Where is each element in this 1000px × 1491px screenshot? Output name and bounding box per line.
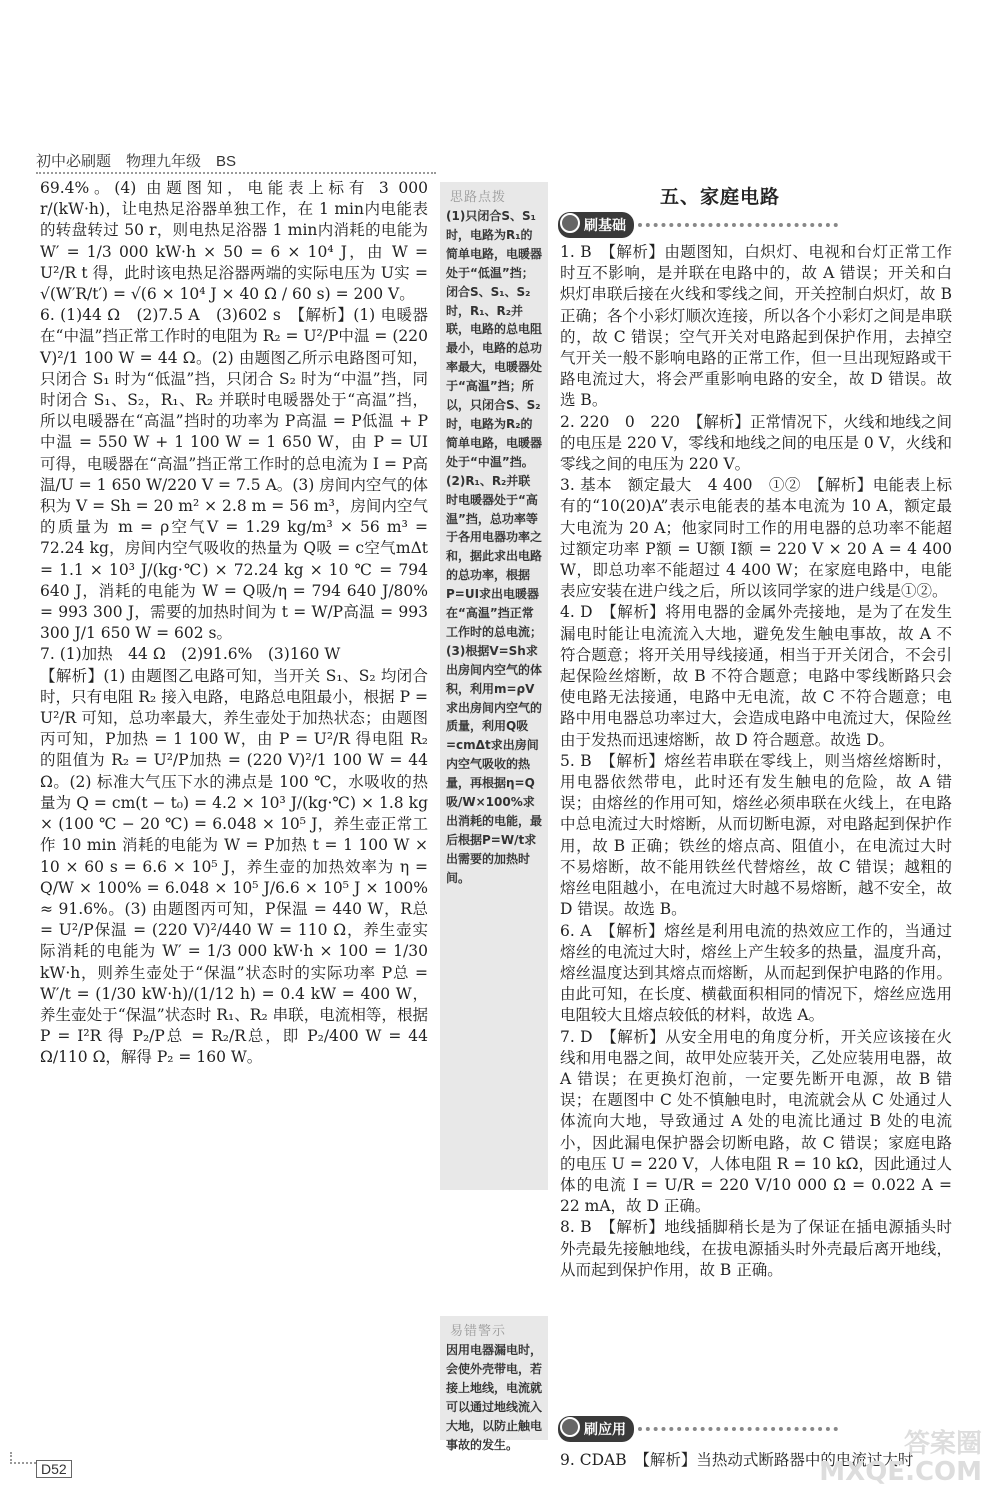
page-number: D52 bbox=[36, 1460, 72, 1478]
right-paragraph: 2. 220 0 220 【解析】正常情况下，火线和地线之间的电压是 220 V，零线和地线之间的电压是 0 V，火线和零线之间的电压为 220 V。 bbox=[560, 412, 952, 474]
apply-badge-label bbox=[558, 1416, 634, 1442]
warn-sidebar bbox=[440, 1316, 548, 1452]
left-paragraph: 6. (1)44 Ω (2)7.5 A (3)602 s 【解析】(1) 电暖器在“中温”挡正常工作时的电阻为 R₂ = U²/P中温 = (220 V)²/1 100 W = 44 Ω。(2) 由题图乙所示电路图可知，只闭合 S₁ 时为“低温”挡，只闭合 S₂ 时为“中温”挡，同时闭合 S₁、S₂，R₁、R₂ 并联时电暖器处于“高温”挡，所以电暖器在“高温”挡时的功率为 P高温 = P低温 + P中温 = 550 W + 1 100 W = 1 650 W，由 P = UI 可得，电暖器在“高温”挡正常工作时的总电流为 I = P高温/U = 1 650 W/220 V = 7.5 A。(3) 房间内空气的体积为 V = Sh = 20 m² × 2.8 m = 56 m³，房间内空气的质量为 m = ρ空气V = 1.29 kg/m³ × 56 m³ = 72.24 kg，房间内空气吸收的热量为 Q吸 = c空气mΔt = 1.1 × 10³ J/(kg·℃) × 72.24 kg × 10 ℃ = 794 640 J，消耗的电能为 W = Q吸/η = 794 640 J/80% = 993 300 J，需要的加热时间为 t = W/P高温 = 993 300 J/1 650 W = 602 s。 bbox=[40, 306, 428, 643]
watermark-line1: 答案圈 bbox=[903, 1429, 982, 1459]
left-paragraph: 【解析】(1) 由题图乙电路可知，当开关 S₁、S₂ 均闭合时，只有电阻 R₂ 接入电路，电路总电阻最小，根据 P = U²/R 可知，总功率最大，养生壶处于加热状态；由题图丙可知，P加热 = 1 100 W，由 P = U²/R 得电阻 R₂ 的阻值为 R₂ = U²/P加热 = (220 V)²/1 100 W = 44 Ω。(2) 标准大气压下水的沸点是 100 ℃，水吸收的热量为 Q = cm(t − t₀) = 4.2 × 10³ J/(kg·℃) × 1.8 kg × (100 ℃ − 20 ℃) = 6.048 × 10⁵ J，养生壶正常工作 10 min 消耗的电能为 W = P加热 t = 1 100 W × 10 × 60 s = 6.6 × 10⁵ J，养生壶的加热效率为 η = Q/W × 100% = 6.048 × 10⁵ J/6.6 × 10⁵ J × 100% ≈ 91.6%。(3) 由题图丙可知，P保温 = 440 W，R总 = U²/P保温 = (220 V)²/440 W = 110 Ω，养生壶实际消耗的电能为 W′ = 1/3 000 kW·h × 100 = 1/30 kW·h，则养生壶处于“保温”状态时的实际功率 P总 = W′/t = (1/30 kW·h)/(1/12 h) = 0.4 kW = 400 W，养生壶处于“保温”状态时 R₁、R₂ 串联，电流相等，根据 P = I²R 得 P₂/P总 = R₂/R总，即 P₂/400 W = 44 Ω/110 Ω，解得 P₂ = 160 W。 bbox=[40, 666, 428, 1067]
header-rule bbox=[36, 172, 436, 174]
badge-dots bbox=[638, 223, 838, 227]
warn-title: 易错警示 bbox=[450, 1324, 507, 1339]
watermark-logo bbox=[819, 1430, 982, 1486]
basic-badge-text: 刷基础 bbox=[584, 218, 626, 234]
left-paragraph: 7. (1)加热 44 Ω (2)91.6% (3)160 W bbox=[40, 645, 341, 664]
right-paragraph: 8. B 【解析】地线插脚稍长是为了保证在插电源插头时外壳最先接触地线，在拔电源插头时外壳最后离开地线，从而起到保护作用，故 B 正确。 bbox=[560, 1218, 952, 1279]
pencil-icon bbox=[560, 213, 580, 233]
watermark-line2: MXQE.COM bbox=[819, 1457, 982, 1487]
right-column bbox=[560, 242, 952, 1281]
right-paragraph: 9. CDAB 【解析】当热动式断路器中的电流过大时 bbox=[560, 1451, 914, 1469]
left-paragraph: 69.4%。(4) 由题图知，电能表上标有 3 000 r/(kW·h)，让电热足浴器单独工作，在 1 min内电能表的转盘转过 50 r，则电热足浴器 1 min内消耗的电能为 W′ = 1/3 000 kW·h × 50 = 6 × 10⁴ J，由 W = U²/R t 得，此时该电热足浴器两端的实际电压为 U实 = √(W′R/t′) = √(6 × 10⁴ J × 40 Ω / 60 s) = 200 V。 bbox=[40, 179, 428, 304]
tip-title: 思路点拨 bbox=[450, 190, 507, 205]
badge-dots bbox=[638, 1427, 838, 1431]
basic-badge-label bbox=[558, 212, 634, 238]
tip-body: (1)只闭合S、S₁时，电路为R₁的简单电路，电暖器处于“低温”挡；闭合S、S₁、S₂时，R₁、R₂并联，电路的总电阻最小，电路的总功率最大，电暖器处于“高温”挡；所以，只闭合S、S₂时，电路为R₂的简单电路，电暖器处于“中温”挡。(2)R₁、R₂并联时电暖器处于“高温”挡，总功率等于各用电器功率之和，据此求出电路的总功率，根据P=UI求出电暖器在“高温”挡正常工作时的总电流；(3)根据V=Sh求出房间内空气的体积，利用m=ρV求出房间内空气的质量，利用Q吸=cmΔt求出房间内空气吸收的热量，再根据η=Q吸/W×100%求出消耗的电能，最后根据P=W/t求出需要的加热时间。 bbox=[446, 209, 543, 885]
left-column bbox=[40, 178, 428, 1069]
right-paragraph: 6. A 【解析】熔丝是利用电流的热效应工作的，当通过熔丝的电流过大时，熔丝上产生较多的热量，温度升高，熔丝温度达到其熔点而熔断，从而起到保护电路的作用。由此可知，在长度、横截面积相同的情况下，熔丝应选用电阻较大且熔点较低的材料，故选 A。 bbox=[560, 921, 952, 1025]
right-paragraph: 4. D 【解析】将用电器的金属外壳接地，是为了在发生漏电时能让电流流入大地，避免发生触电事故，故 A 不符合题意；将开关用导线接通，相当于开关闭合，不会引起保险丝熔断，故 B 不符合题意；电路中零线断路只会使电路无法接通，电路中无电流，故 C 不符合题意；电路中用电器总功率过大，会造成电路中电流过大，保险丝由于发热而迅速熔断，故 D 符合题意。故选 D。 bbox=[560, 603, 952, 749]
warn-body: 因用电器漏电时，会使外壳带电，若接上地线，电流就可以通过地线流入大地，以防止触电事故的发生。 bbox=[446, 1343, 543, 1452]
pencil-icon bbox=[560, 1417, 580, 1437]
section-title: 五、家庭电路 bbox=[660, 186, 781, 208]
apply-badge bbox=[558, 1416, 838, 1442]
apply-badge-text: 刷应用 bbox=[584, 1422, 626, 1438]
right-paragraph: 7. D 【解析】从安全用电的角度分析，开关应该接在火线和用电器之间，故甲处应装开关，乙处应装用电器，故 A 错误；在更换灯泡前，一定要先断开电源，故 B 错误；在题图中 C 处不慎触电时，电流就会从 C 处通过人体流向大地，导致通过 A 处的电流比通过 B 处的电流小，因此漏电保护器会切断电路，故 C 错误；家庭电路的电压 U = 220 V，人体电阻 R = 10 kΩ，因此通过人体的电流 I = U/R = 220 V/10 000 Ω = 0.022 A = 22 mA，故 D 正确。 bbox=[560, 1027, 952, 1216]
page-header: 初中必刷题 物理九年级 BS bbox=[36, 153, 237, 170]
tip-sidebar bbox=[440, 182, 548, 1190]
right-paragraph: 5. B 【解析】熔丝若串联在零线上，则当熔丝熔断时，用电器依然带电，此时还有发生触电的危险，故 A 错误；由熔丝的作用可知，熔丝必须串联在火线上，在电路中总电流过大时熔断，从而切断电源，对电路起到保护作用，故 B 正确；铁丝的熔点高、阻值小，在电流过大时不易熔断，故不能用铁丝代替熔丝，故 C 错误；越粗的熔丝电阻越小，在电流过大时越不易熔断，越不安全，故 D 错误。故选 B。 bbox=[560, 751, 952, 919]
right-paragraph: 1. B 【解析】由题图知，白炽灯、电视和台灯正常工作时互不影响，是并联在电路中的，故 A 错误；开关和白炽灯串联后接在火线和零线之间，开关控制白炽灯，故 B 正确；各个小彩灯顺次连接，所以各个小彩灯之间是串联的，故 C 错误；空气开关对电路起到保护作用，去掉空气开关一般不影响电路的正常工作，但一旦出现短路或干路电流过大，将会严重影响电路的安全，故 D 错误。故选 B。 bbox=[560, 243, 952, 410]
right-paragraph: 3. 基本 额定最大 4 400 ①② 【解析】电能表上标有的“10(20)A”表示电能表的基本电流为 10 A，额定最大电流为 20 A；他家同时工作的用电器的总功率不能超过额定功率 P额 = U额 I额 = 220 V × 20 A = 4 400 W，即总功率不能超过 4 400 W；在家庭电路中，电能表应安装在进户线之后，所以该同学家的进户线是①②。 bbox=[560, 476, 952, 601]
basic-badge bbox=[558, 212, 838, 238]
page-corner-dots bbox=[10, 1452, 36, 1464]
